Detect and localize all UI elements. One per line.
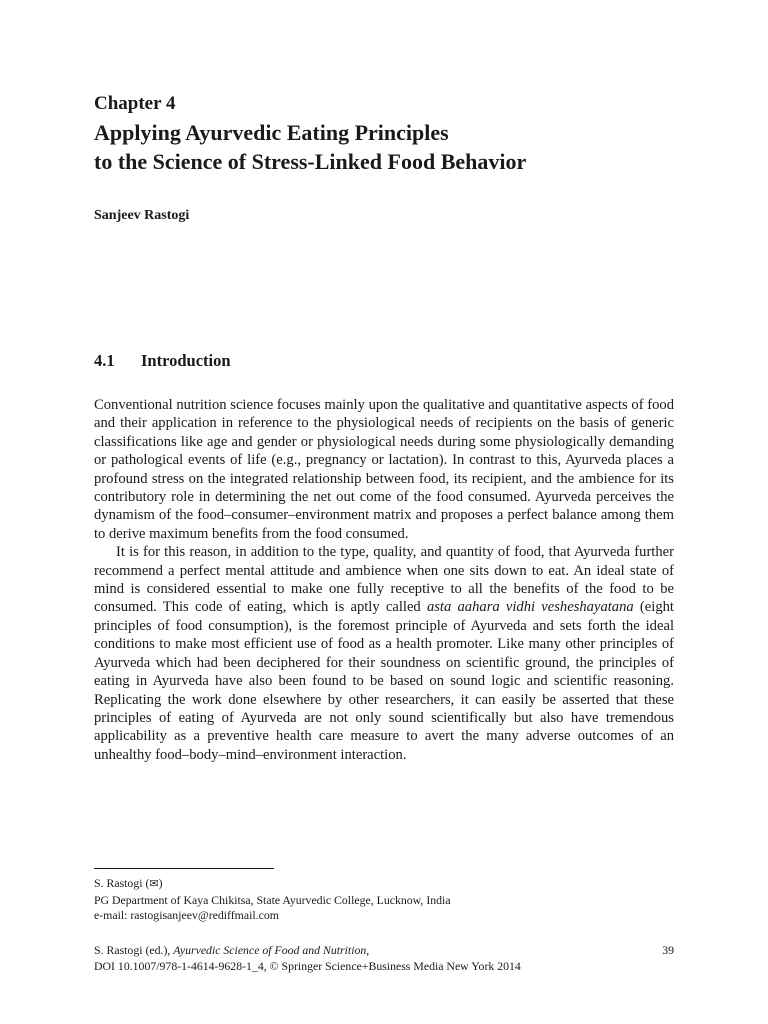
page-number: 39	[662, 943, 674, 957]
footnote-email: e-mail: rastogisanjeev@rediffmail.com	[94, 908, 279, 923]
chapter-title-line-1: Applying Ayurvedic Eating Principles	[94, 120, 449, 145]
paragraph-2-italic-term: asta aahara vidhi vesheshayatana	[426, 599, 634, 616]
footnote-divider	[94, 868, 274, 869]
section-number: 4.1	[94, 351, 115, 370]
citation-prefix: S. Rastogi (ed.),	[94, 943, 174, 957]
citation-book-title: Ayurvedic Science of Food and Nutrition	[173, 943, 367, 957]
section-title: Introduction	[141, 351, 231, 370]
paragraph-2-start: It is for this reason, in addition to the type, quality, and quantity of food, that Ayurveda further recommend a perfect mental attitude and ambience when one sits down to eat. An ideal state of mind is considered essential to make one fully receptive to all the benefits of the food to be consumed. This code of eating, which is aptly called	[94, 544, 674, 616]
chapter-title	[94, 118, 714, 176]
chapter-label: Chapter 4	[94, 93, 176, 114]
citation-block	[94, 942, 674, 974]
paragraph-1: Conventional nutrition science focuses mainly upon the qualitative and quantitative aspects of food and their application in reference to the physiological needs of recipients on the basis of generic classifications like age and gender or physiological needs during some physiologically demanding or pathological events of life (e.g., pregnancy or lactation). In contrast to this, Ayurveda places a profound stress on the integrated relationship between food, its recipient, and the ambience for its contributory role in determining the net out come of the food consumed. Ayurveda perceives the dynamism of the food–consumer–environment matrix and proposes a perfect balance among them to derive maximum benefits from the food consumed.	[94, 397, 674, 542]
footnote-author-name: S. Rastogi (	[94, 876, 150, 890]
citation-suffix: ,	[366, 943, 370, 957]
citation-line	[94, 942, 674, 958]
footnote-author-line	[94, 876, 674, 893]
doi-line: DOI 10.1007/978-1-4614-9628-1_4, © Springer Science+Business Media New York 2014	[94, 959, 521, 973]
footnote-author-close: )	[158, 876, 163, 890]
section-heading	[94, 351, 231, 371]
chapter-title-line-2: to the Science of Stress-Linked Food Behavior	[94, 149, 527, 174]
author-name: Sanjeev Rastogi	[94, 208, 190, 223]
author-footnote	[94, 876, 674, 924]
paragraph-2-end: (eight principles of food consumption), is the foremost principle of Ayurveda and sets forth the ideal conditions to make most efficient use of food as a health promoter. Like many other principles of Ayurveda which had been deciphered for their soundness on scientific ground, the principles of eating in Ayurveda have also been found to be based on sound logic and scientific reasoning. Replicating the work done elsewhere by other researchers, it can easily be asserted that these principles of eating of Ayurveda are not only sound scientifically but also have tremendous applicability as a preventive health care measure to avert the many adverse outcomes of an unhealthy food–body–mind–environment interaction.	[94, 599, 674, 763]
body-text	[94, 396, 674, 764]
footnote-affiliation: PG Department of Kaya Chikitsa, State Ayurvedic College, Lucknow, India	[94, 892, 451, 907]
envelope-icon: ✉	[149, 878, 159, 890]
paragraph-2	[94, 543, 674, 764]
